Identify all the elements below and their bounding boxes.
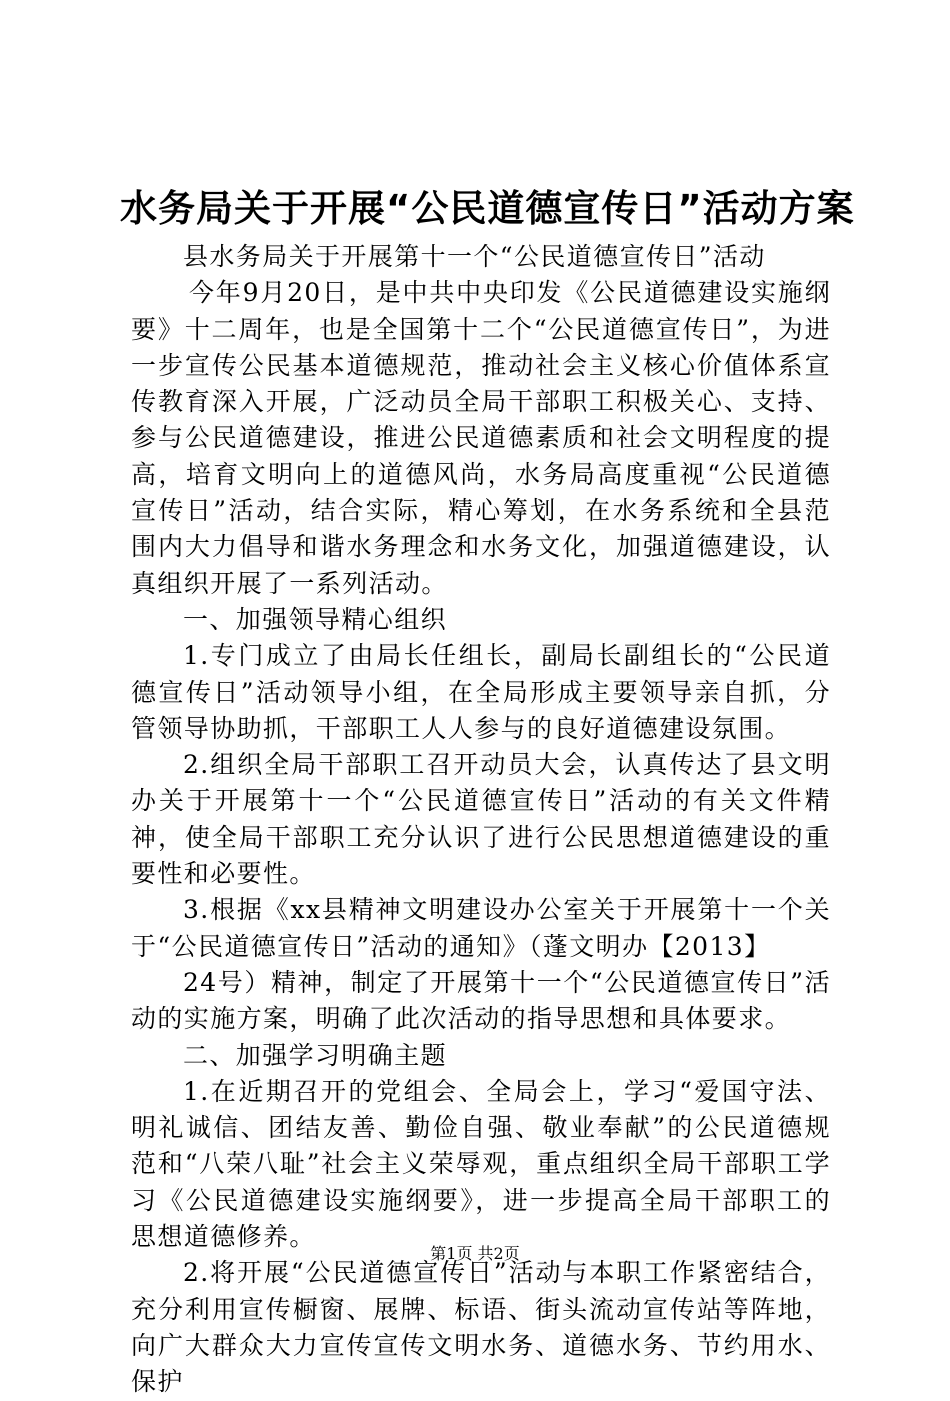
paragraph-1-3: 3.根据《xx县精神文明建设办公室关于开展第十一个关于“公民道德宣传日”活动的通知》（蓬文明办【2013】 bbox=[131, 895, 831, 961]
paragraph-intro: 今年9月20日，是中共中央印发《公民道德建设实施纲要》十二周年，也是全国第十二个“公民道德宣传日”，为进一步宣传公民基本道德规范，推动社会主义核心价值体系宣传教育深入开展，广泛动员全局干部职工积极关心、支持、参与公民道德建设，推进公民道德素质和社会文明程度的提高，培育文明向上的道德风尚，水务局高度重视“公民道德宣传日”活动，结合实际，精心筹划，在水务系统和全县范围内大力倡导和谐水务理念和水务文化，加强道德建设，认真组织开展了一系列活动。 bbox=[131, 278, 831, 598]
paragraph-1-1: 1.专门成立了由局长任组长，副局长副组长的“公民道德宣传日”活动领导小组，在全局形成主要领导亲自抓，分管领导协助抓，干部职工人人参与的良好道德建设氛围。 bbox=[131, 641, 831, 743]
page-number-footer: 第1页 共2页 bbox=[430, 1244, 520, 1263]
paragraph-1-3-continued: 24号）精神，制定了开展第十一个“公民道德宣传日”活动的实施方案，明确了此次活动的指导思想和具体要求。 bbox=[131, 967, 831, 1034]
document-title: 水务局关于开展“公民道德宣传日”活动方案 bbox=[120, 187, 855, 230]
paragraph-2-1: 1.在近期召开的党组会、全局会上，学习“爱国守法、明礼诚信、团结友善、勤俭自强、敬业奉献”的公民道德规范和“八荣八耻”社会主义荣辱观，重点组织全局干部职工学习《公民道德建设实施纲要》，进一步提高全局干部职工的思想道德修养。 bbox=[131, 1076, 831, 1252]
paragraph-1-2: 2.组织全局干部职工召开动员大会，认真传达了县文明办关于开展第十一个“公民道德宣传日”活动的有关文件精神，使全局干部职工充分认识了进行公民思想道德建设的重要性和必要性。 bbox=[131, 750, 831, 889]
section-heading-1: 一、加强领导精心组织 bbox=[183, 604, 448, 634]
document-body bbox=[131, 239, 831, 1401]
paragraph-intro-heading: 县水务局关于开展第十一个“公民道德宣传日”活动 bbox=[183, 242, 766, 271]
section-heading-2: 二、加强学习明确主题 bbox=[183, 1040, 448, 1070]
paragraph-2-2: 2.将开展“公民道德宣传日”活动与本职工作紧密结合，充分利用宣传橱窗、展牌、标语、街头流动宣传站等阵地，向广大群众大力宣传宣传文明水务、道德水务、节约用水、保护 bbox=[131, 1258, 831, 1397]
